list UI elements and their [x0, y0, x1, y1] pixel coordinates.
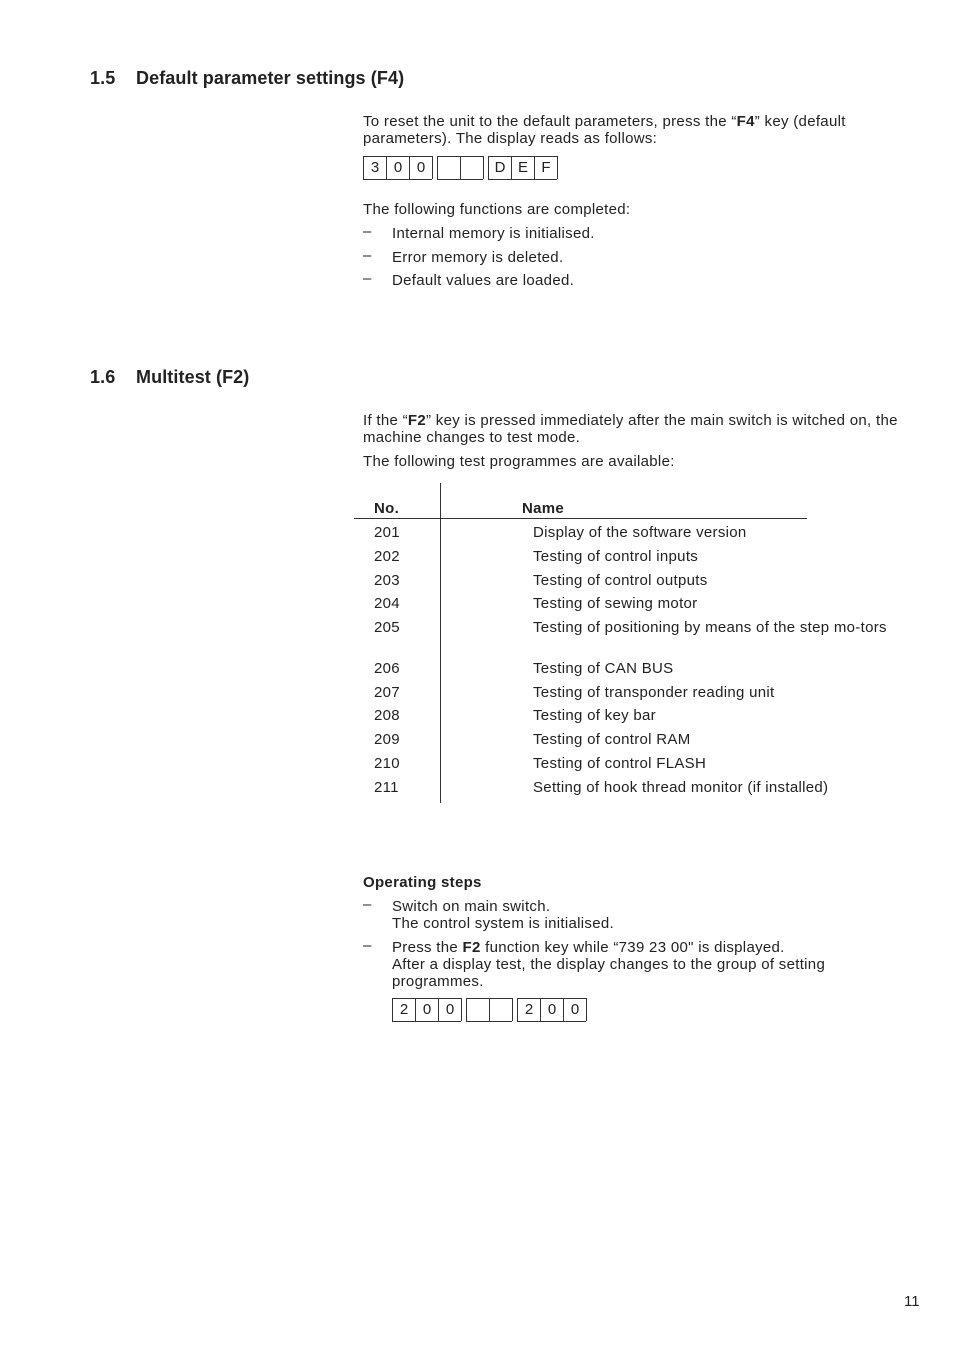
table-cell-name: Testing of sewing motor: [533, 595, 698, 612]
display-digit: 0: [386, 156, 409, 180]
table-cell-no: 205: [374, 619, 400, 636]
dash-bullet: –: [363, 937, 372, 954]
table-cell-no: 206: [374, 660, 400, 677]
display-group: [392, 998, 462, 1021]
display-digit: 0: [438, 998, 461, 1022]
display-readout-def: [363, 156, 558, 179]
table-cell-no: 204: [374, 595, 400, 612]
programmes-intro: The following test programmes are available:: [363, 453, 675, 470]
list-item-text: The control system is initialised.: [392, 915, 614, 932]
table-cell-no: 208: [374, 707, 400, 724]
display-digit: F: [534, 156, 557, 180]
section-number: 1.6: [90, 367, 116, 387]
table-cell-name: Testing of key bar: [533, 707, 656, 724]
section-number: 1.5: [90, 68, 116, 88]
list-item-text: After a display test, the display changes to the group of setting programmes.: [392, 956, 826, 990]
table-cell-no: 201: [374, 524, 400, 541]
multitest-intro-paragraph: [363, 412, 908, 446]
section-heading-1-6: [90, 367, 249, 388]
operating-steps-title: Operating steps: [363, 874, 482, 891]
text-run: function key while “739 23 00" is displayed.: [480, 939, 785, 956]
display-group: [488, 156, 558, 179]
dash-bullet: –: [363, 223, 372, 240]
section-heading-1-5: [90, 68, 404, 89]
functions-intro: The following functions are completed:: [363, 201, 631, 218]
table-cell-no: 202: [374, 548, 400, 565]
table-cell-no: 209: [374, 731, 400, 748]
table-column-divider: [440, 483, 441, 803]
list-item-text: Default values are loaded.: [392, 272, 575, 289]
display-digit: E: [511, 156, 534, 180]
display-digit: 2: [392, 998, 415, 1022]
list-item-text: [392, 939, 785, 956]
display-digit: 2: [517, 998, 540, 1022]
list-item-text: Error memory is deleted.: [392, 249, 564, 266]
display-digit: [460, 156, 483, 180]
dash-bullet: –: [363, 896, 372, 913]
display-digit: [489, 998, 512, 1022]
table-cell-no: 203: [374, 572, 400, 589]
text-run: ” key is pressed immediately after the main switch is witched on, the machine changes to test mode.: [363, 412, 898, 446]
table-cell-name: Testing of positioning by means of the step mo-tors: [533, 619, 887, 636]
text-run: If the “: [363, 412, 408, 429]
display-digit: 0: [415, 998, 438, 1022]
table-cell-name: Display of the software version: [533, 524, 747, 541]
list-item-text: Internal memory is initialised.: [392, 225, 595, 242]
reset-instructions-paragraph: [363, 113, 908, 147]
display-group: [363, 156, 433, 179]
list-item-text: Switch on main switch.: [392, 898, 551, 915]
table-cell-name: Testing of control RAM: [533, 731, 691, 748]
table-header-name: Name: [522, 500, 565, 517]
display-digit: [437, 156, 460, 180]
table-header-no: No.: [374, 500, 400, 517]
display-group: [437, 156, 484, 179]
dash-bullet: –: [363, 270, 372, 287]
table-cell-no: 210: [374, 755, 400, 772]
text-run: ” key (default parameters). The display reads as follows:: [363, 113, 846, 147]
table-cell-name: Setting of hook thread monitor (if installed): [533, 779, 829, 796]
display-digit: D: [488, 156, 511, 180]
display-group: [517, 998, 587, 1021]
text-run: Press the: [392, 939, 463, 956]
display-digit: 3: [363, 156, 386, 180]
key-label-f4: F4: [736, 113, 755, 130]
display-digit: 0: [563, 998, 586, 1022]
key-label-f2: F2: [462, 939, 481, 956]
page-number: 11: [904, 1293, 920, 1310]
section-title: Default parameter settings (F4): [136, 68, 405, 88]
table-header-rule: [354, 518, 807, 519]
display-readout-200: [392, 998, 587, 1021]
table-cell-name: Testing of CAN BUS: [533, 660, 674, 677]
display-digit: 0: [409, 156, 432, 180]
display-group: [466, 998, 513, 1021]
key-label-f2: F2: [407, 412, 427, 429]
table-cell-name: Testing of control outputs: [533, 572, 708, 589]
section-title: Multitest (F2): [136, 367, 250, 387]
dash-bullet: –: [363, 247, 372, 264]
table-cell-no: 207: [374, 684, 400, 701]
display-digit: [466, 998, 489, 1022]
text-run: To reset the unit to the default parameters, press the “: [363, 113, 737, 130]
table-cell-name: Testing of control FLASH: [533, 755, 707, 772]
table-cell-name: Testing of control inputs: [533, 548, 699, 565]
table-cell-no: 211: [374, 779, 399, 796]
display-digit: 0: [540, 998, 563, 1022]
table-cell-name: Testing of transponder reading unit: [533, 684, 775, 701]
